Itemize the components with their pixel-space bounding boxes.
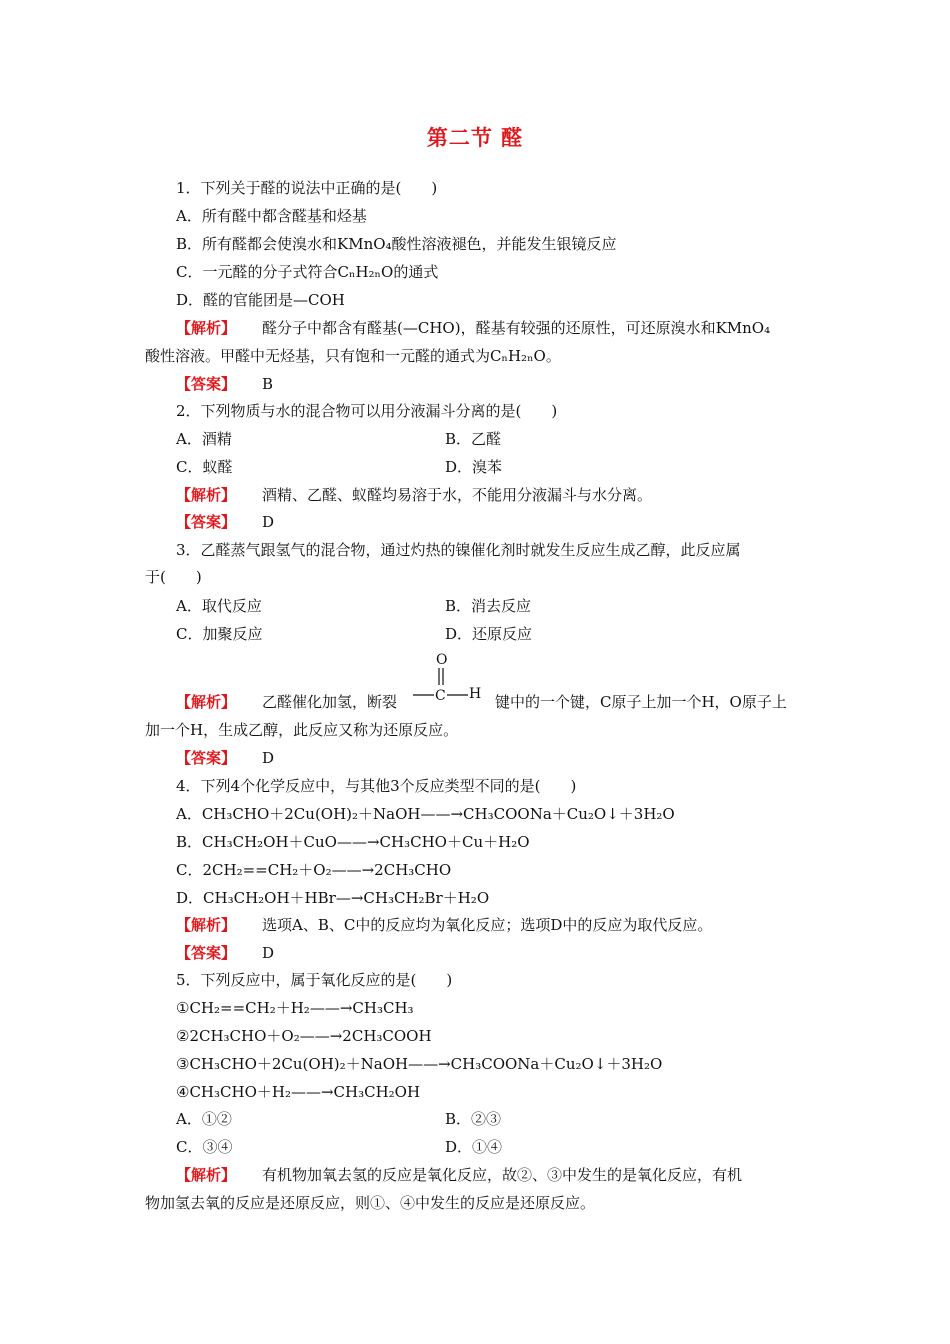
- structure-oxygen: O: [436, 652, 448, 668]
- q2-option-c: C．蚁醛: [176, 458, 233, 476]
- q4-option-a: A．CH₃CHO＋2Cu(OH)₂＋NaOH——→CH₃COONa＋Cu₂O↓＋3H₂O: [176, 805, 675, 823]
- q2-option-a: A．酒精: [176, 430, 232, 448]
- structure-hydrogen: H: [469, 686, 482, 702]
- analysis-label: 【解析】: [176, 486, 237, 504]
- analysis-label: 【解析】: [176, 916, 237, 934]
- q2-answer-value: D: [262, 513, 275, 531]
- q4-option-d: D．CH₃CH₂OH＋HBr—→CH₃CH₂Br＋H₂O: [176, 889, 490, 907]
- q1-option-b: B．所有醛都会使溴水和KMnO₄酸性溶液褪色，并能发生银镜反应: [176, 235, 617, 253]
- q2-option-b: B．乙醛: [445, 430, 502, 448]
- q3-stem-line-1: 3．乙醛蒸气跟氢气的混合物，通过灼热的镍催化剂时就发生反应生成乙醇，此反应属: [176, 541, 741, 559]
- q1-answer: [176, 374, 273, 394]
- q5-reaction-3: ③CH₃CHO＋2Cu(OH)₂＋NaOH——→CH₃COONa＋Cu₂O↓＋3H₂O: [176, 1055, 663, 1073]
- answer-label: 【答案】: [176, 375, 237, 393]
- q5-reaction-2: ②2CH₃CHO＋O₂——→2CH₃COOH: [176, 1027, 432, 1045]
- page-title: 第二节 醛: [426, 125, 524, 150]
- q3-answer-value: D: [262, 749, 275, 767]
- q3-analysis-pre: 乙醛催化加氢，断裂: [262, 693, 398, 711]
- q1-analysis-line-2: 酸性溶液。甲醛中无烃基，只有饱和一元醛的通式为CₙH₂ₙO。: [145, 347, 561, 365]
- q1-analysis-text: 醛分子中都含有醛基(—CHO)，醛基有较强的还原性，可还原溴水和KMnO₄: [262, 319, 771, 337]
- q4-answer: [176, 943, 274, 963]
- q3-analysis-line-2: 加一个H，生成乙醇，此反应又称为还原反应。: [145, 721, 459, 739]
- answer-label: 【答案】: [176, 944, 237, 962]
- q1-option-a: A．所有醛中都含醛基和烃基: [176, 207, 367, 225]
- analysis-label: 【解析】: [176, 693, 237, 711]
- q4-option-c: C．2CH₂==CH₂＋O₂——→2CH₃CHO: [176, 861, 452, 879]
- q4-analysis: [176, 915, 712, 935]
- structure-carbon: C: [435, 688, 446, 704]
- q5-option-d: D．①④: [445, 1138, 503, 1156]
- q5-option-b: B．②③: [445, 1110, 502, 1128]
- q4-option-b: B．CH₃CH₂OH＋CuO——→CH₃CHO＋Cu＋H₂O: [176, 833, 530, 851]
- q5-option-a: A．①②: [176, 1110, 232, 1128]
- analysis-label: 【解析】: [176, 319, 237, 337]
- q3-option-a: A．取代反应: [176, 597, 262, 615]
- analysis-label: 【解析】: [176, 1166, 237, 1184]
- q1-option-c: C．一元醛的分子式符合CₙH₂ₙO的通式: [176, 263, 439, 281]
- q2-stem: 2．下列物质与水的混合物可以用分液漏斗分离的是( ): [176, 402, 558, 420]
- q2-analysis-text: 酒精、乙醛、蚁醛均易溶于水，不能用分液漏斗与水分离。: [262, 486, 653, 504]
- q1-analysis-line-1: [176, 318, 770, 338]
- q5-option-c: C．③④: [176, 1138, 233, 1156]
- q4-stem: 4．下列4个化学反应中，与其他3个反应类型不同的是( ): [176, 777, 577, 795]
- q5-analysis-line-2: 物加氢去氧的反应是还原反应，则①、④中发生的反应是还原反应。: [145, 1194, 596, 1212]
- q5-analysis-line-1: [176, 1165, 742, 1185]
- q2-option-d: D．溴苯: [445, 458, 503, 476]
- answer-label: 【答案】: [176, 749, 237, 767]
- q3-analysis-line-1-pre: [176, 692, 397, 712]
- q5-reaction-4: ④CH₃CHO＋H₂——→CH₃CH₂OH: [176, 1083, 421, 1101]
- q3-option-c: C．加聚反应: [176, 625, 263, 643]
- q4-analysis-text: 选项A、B、C中的反应均为氧化反应；选项D中的反应为取代反应。: [262, 916, 713, 934]
- q5-analysis-text: 有机物加氧去氢的反应是氧化反应，故②、③中发生的是氧化反应，有机: [262, 1166, 743, 1184]
- q3-analysis-post: 键中的一个键，C原子上加一个H，O原子上: [495, 693, 787, 711]
- aldehyde-group-structure: [412, 650, 492, 706]
- q1-stem: 1．下列关于醛的说法中正确的是( ): [176, 179, 438, 197]
- answer-label: 【答案】: [176, 513, 237, 531]
- q3-option-d: D．还原反应: [445, 625, 533, 643]
- q2-analysis: [176, 485, 652, 505]
- q2-answer: [176, 512, 274, 532]
- q1-option-d: D．醛的官能团是—COH: [176, 291, 345, 309]
- q3-option-b: B．消去反应: [445, 597, 532, 615]
- q5-stem: 5．下列反应中，属于氧化反应的是( ): [176, 971, 453, 989]
- q3-stem-line-2: 于( ): [145, 568, 202, 586]
- q1-answer-value: B: [262, 375, 274, 393]
- q5-reaction-1: ①CH₂==CH₂＋H₂——→CH₃CH₃: [176, 999, 414, 1017]
- q3-answer: [176, 748, 274, 768]
- q4-answer-value: D: [262, 944, 275, 962]
